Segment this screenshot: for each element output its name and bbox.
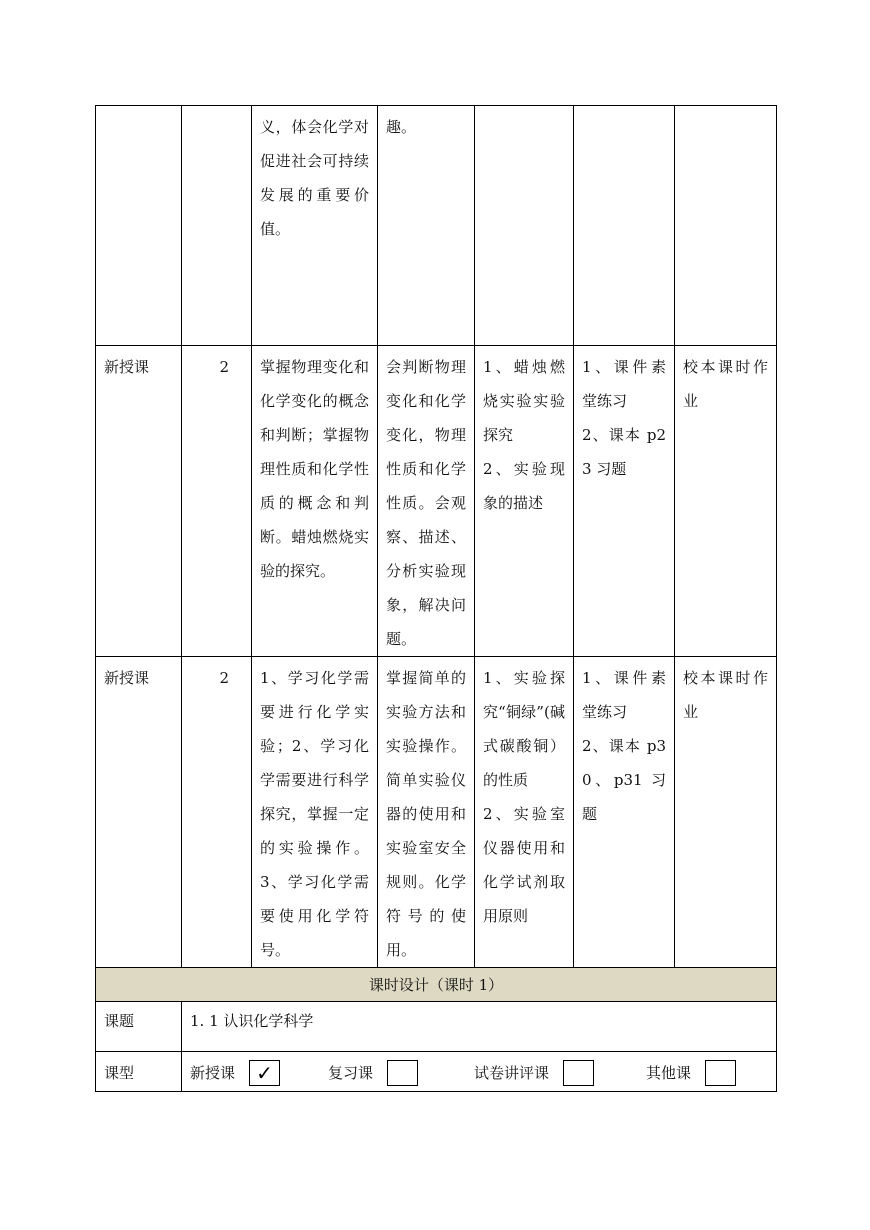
cell-focus: 掌握简单的实验方法和实验操作。简单实验仪器的使用和实验室安全规则。化学符号的使用。 xyxy=(378,657,475,968)
activity-line: 1、蜡烛燃烧实验实验探究 xyxy=(483,358,565,444)
cell-activity xyxy=(475,657,574,968)
cell-hours: 2 xyxy=(182,657,252,968)
lesson-type-label-other: 其他课 xyxy=(646,1063,692,1082)
table-row xyxy=(96,657,777,968)
cell-type: 新授课 xyxy=(96,346,182,657)
cell-type: 新授课 xyxy=(96,657,182,968)
resource-line: 2、课本 p30、p31 习题 xyxy=(582,737,666,823)
section-heading-row xyxy=(96,968,777,1002)
topic-label: 课题 xyxy=(96,1002,182,1052)
table-row xyxy=(96,106,777,346)
cell-resources xyxy=(574,106,675,346)
activity-line: 2、实验现象的描述 xyxy=(483,460,565,512)
topic-row xyxy=(96,1002,777,1052)
cell-hours: 2 xyxy=(182,346,252,657)
cell-goal: 1、学习化学需要进行化学实验；2、学习化学需要进行科学探究，掌握一定的实验操作。3、学习化学需要使用化学符号。 xyxy=(252,657,378,968)
lesson-type-label-new: 新授课 xyxy=(190,1063,236,1082)
cell-resources xyxy=(574,657,675,968)
lesson-type-other xyxy=(646,1060,736,1086)
cell-homework: 校本课时作业 xyxy=(675,657,777,968)
topic-value: 1. 1 认识化学科学 xyxy=(182,1002,777,1052)
section-heading: 课时设计（课时 1） xyxy=(96,968,777,1002)
cell-resources xyxy=(574,346,675,657)
cell-focus: 趣。 xyxy=(378,106,475,346)
cell-focus: 会判断物理变化和化学变化，物理性质和化学性质。会观察、描述、分析实验现象，解决问题。 xyxy=(378,346,475,657)
cell-goal: 掌握物理变化和化学变化的概念和判断；掌握物理性质和化学性质的概念和判断。蜡烛燃烧实验的探究。 xyxy=(252,346,378,657)
checkbox-new[interactable]: ✓ xyxy=(249,1060,280,1086)
lesson-type-new xyxy=(190,1060,280,1086)
resource-line: 1、课件素堂练习 xyxy=(582,669,666,721)
table-row xyxy=(96,346,777,657)
activity-line: 1、实验探究“铜绿”(碱式碳酸铜）的性质 xyxy=(483,669,565,789)
cell-type xyxy=(96,106,182,346)
checkbox-review[interactable] xyxy=(387,1060,418,1086)
cell-homework xyxy=(675,106,777,346)
lesson-type-list xyxy=(190,1055,768,1091)
resource-line: 2、课本 p23 习题 xyxy=(582,426,666,478)
cell-activity xyxy=(475,346,574,657)
lesson-plan-table xyxy=(95,105,777,1092)
cell-goal: 义，体会化学对促进社会可持续发展的重要价值。 xyxy=(252,106,378,346)
lesson-type-exam-review xyxy=(474,1060,594,1086)
lesson-type-review xyxy=(328,1060,418,1086)
cell-homework: 校本课时作业 xyxy=(675,346,777,657)
lesson-type-label: 课型 xyxy=(96,1052,182,1092)
lesson-type-label-review: 复习课 xyxy=(328,1063,374,1082)
activity-line: 2、实验室仪器使用和化学试剂取用原则 xyxy=(483,805,565,925)
resource-line: 1、课件素堂练习 xyxy=(582,358,666,410)
checkbox-other[interactable] xyxy=(705,1060,736,1086)
lesson-type-row xyxy=(96,1052,777,1092)
cell-activity xyxy=(475,106,574,346)
cell-hours xyxy=(182,106,252,346)
checkbox-exam-review[interactable] xyxy=(563,1060,594,1086)
lesson-type-label-exam-review: 试卷讲评课 xyxy=(474,1063,550,1082)
lesson-type-options xyxy=(182,1052,777,1092)
